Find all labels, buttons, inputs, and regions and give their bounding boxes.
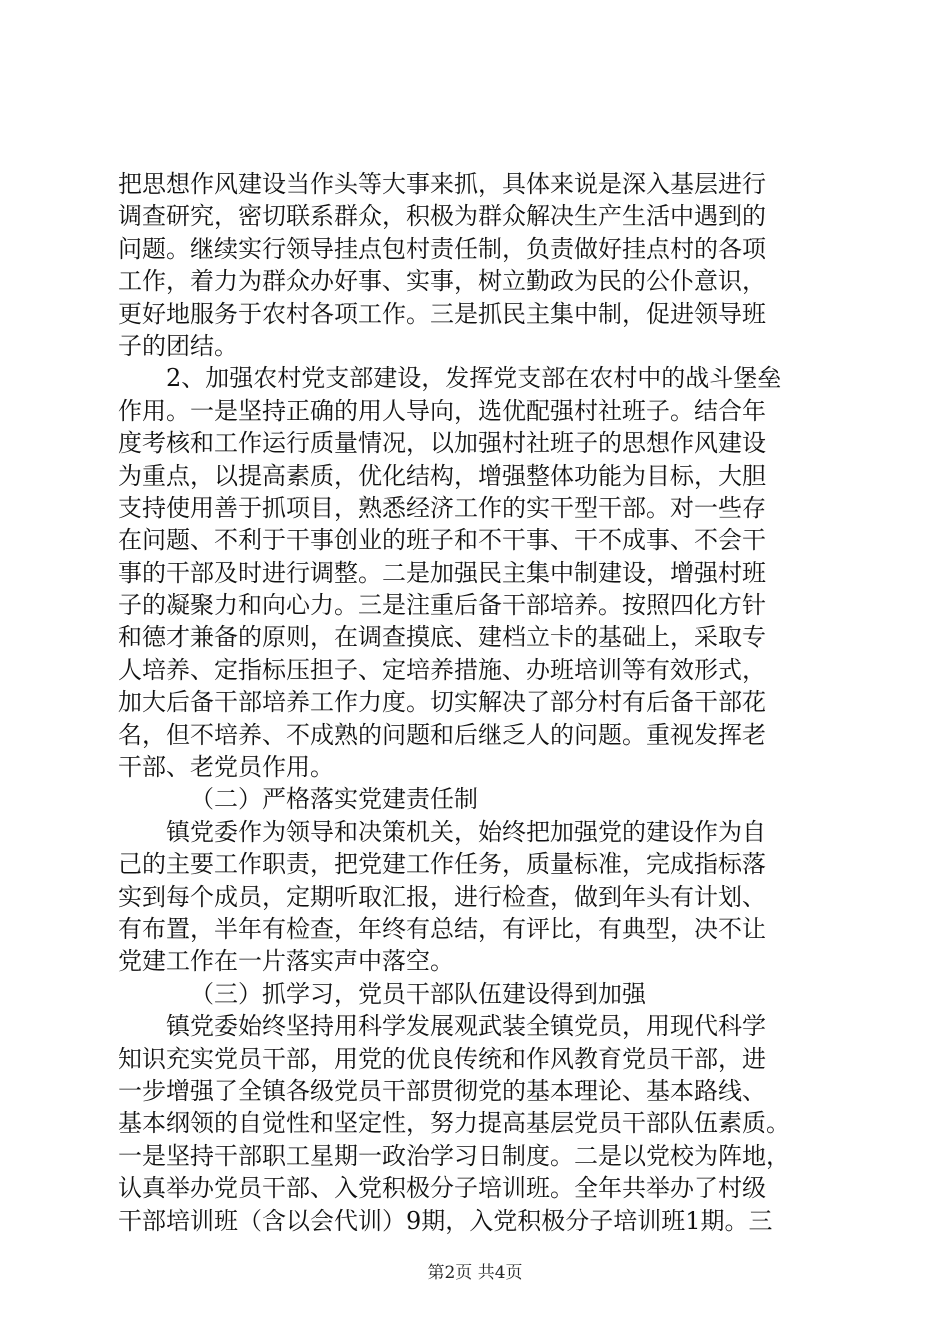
text-line: 把思想作风建设当作头等大事来抓，具体来说是深入基层进行 bbox=[118, 170, 766, 198]
text-line: 干部、老党员作用。 bbox=[118, 753, 334, 782]
text-line: 有布置，半年有检查，年终有总结，有评比，有典型，决不让 bbox=[118, 914, 766, 943]
document-body bbox=[118, 168, 834, 1237]
text-line: 镇党委始终坚持用科学发展观武装全镇党员，用现代科学 bbox=[166, 1012, 766, 1041]
text-line: 人培养、定指标压担子、定培养措施、办班培训等有效形式， bbox=[118, 655, 766, 684]
text-line: 更好地服务于农村各项工作。三是抓民主集中制，促进领导班 bbox=[118, 299, 766, 328]
text-line: 在问题、不利于干事创业的班子和不干事、干不成事、不会干 bbox=[118, 526, 766, 555]
text-line: 为重点，以提高素质，优化结构，增强整体功能为目标，大胆 bbox=[118, 461, 766, 490]
text-line: 问题。继续实行领导挂点包村责任制，负责做好挂点村的各项 bbox=[118, 234, 766, 263]
text-line: 调查研究，密切联系群众，积极为群众解决生产生活中遇到的 bbox=[118, 202, 766, 231]
text-line: 工作，着力为群众办好事、实事，树立勤政为民的公仆意识， bbox=[118, 267, 766, 296]
section-heading: （三）抓学习，党员干部队伍建设得到加强 bbox=[190, 979, 646, 1008]
text-line: 加大后备干部培养工作力度。切实解决了部分村有后备干部花 bbox=[118, 688, 766, 717]
text-line: 一是坚持干部职工星期一政治学习日制度。二是以党校为阵地， bbox=[118, 1141, 790, 1170]
text-line: 事的干部及时进行调整。二是加强民主集中制建设，增强村班 bbox=[118, 558, 766, 587]
page-footer: 第2页 共4页 bbox=[427, 1263, 523, 1283]
text-line: 知识充实党员干部，用党的优良传统和作风教育党员干部，进 bbox=[118, 1044, 766, 1073]
text-line: 子的团结。 bbox=[118, 331, 238, 360]
text-line: 认真举办党员干部、入党积极分子培训班。全年共举办了村级 bbox=[118, 1174, 766, 1203]
section-heading: （二）严格落实党建责任制 bbox=[190, 785, 478, 814]
text-line: 党建工作在一片落实声中落空。 bbox=[118, 947, 454, 976]
text-line: 支持使用善于抓项目，熟悉经济工作的实干型干部。对一些存 bbox=[118, 493, 766, 522]
text-line: 基本纲领的自觉性和坚定性，努力提高基层党员干部队伍素质。 bbox=[118, 1109, 790, 1138]
text-line: 2、加强农村党支部建设，发挥党支部在农村中的战斗堡垒 bbox=[166, 364, 782, 393]
text-line: 名，但不培养、不成熟的问题和后继乏人的问题。重视发挥老 bbox=[118, 720, 766, 749]
text-line: 实到每个成员，定期听取汇报，进行检查，做到年头有计划、 bbox=[118, 882, 766, 911]
text-line: 子的凝聚力和向心力。三是注重后备干部培养。按照四化方针 bbox=[118, 591, 766, 620]
text-line: 己的主要工作职责，把党建工作任务，质量标准，完成指标落 bbox=[118, 850, 766, 879]
text-line: 镇党委作为领导和决策机关，始终把加强党的建设作为自 bbox=[166, 817, 766, 846]
text-line: 一步增强了全镇各级党员干部贯彻党的基本理论、基本路线、 bbox=[118, 1076, 766, 1105]
text-line: 干部培训班（含以会代训）9期，入党积极分子培训班1期。三 bbox=[118, 1206, 773, 1235]
text-line: 作用。一是坚持正确的用人导向，选优配强村社班子。结合年 bbox=[118, 396, 766, 425]
text-line: 和德才兼备的原则，在调查摸底、建档立卡的基础上，采取专 bbox=[118, 623, 766, 652]
text-line: 度考核和工作运行质量情况，以加强村社班子的思想作风建设 bbox=[118, 429, 766, 458]
